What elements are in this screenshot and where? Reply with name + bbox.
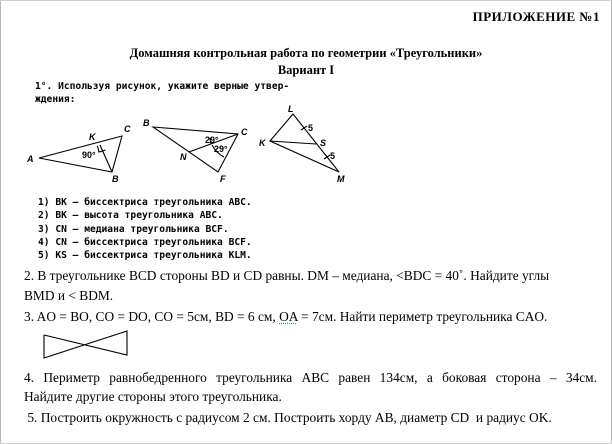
- question-5-text: 5. Построить окружность с радиусом 2 см. Построить хорду AB, диаметр CD и радиус OK.: [24, 410, 552, 425]
- appendix-label: ПРИЛОЖЕНИЕ №1: [472, 9, 600, 24]
- label-b: B: [112, 174, 119, 184]
- label-s: S: [320, 138, 327, 148]
- question-4-line-1: 4. Периметр равнобедренного треугольника ABC равен 134см, а боковая сторона – 34см.: [24, 370, 597, 385]
- question-2-line-2: BMD и < BDM.: [24, 288, 114, 303]
- question-3-text: [24, 309, 547, 325]
- option-2: 2) BK — высота треугольника ABC.: [38, 210, 223, 221]
- bowtie-outline: [44, 331, 127, 358]
- option-5: 5) KS — биссектриса треугольника KLM.: [38, 250, 252, 261]
- question-4-line-2: Найдите другие стороны этого треугольника.: [24, 389, 282, 404]
- label-m: M: [337, 174, 345, 184]
- question-1-line-1: 1°. Используя рисунок, укажите верные утвер-: [35, 81, 290, 92]
- question-2-line-1: 2. В треугольнике BCD стороны BD и CD равны. DM – медиана, <BDC = 40˚. Найдите углы: [24, 268, 550, 283]
- option-1: 1) BK — биссектриса треугольника ABC.: [38, 197, 252, 208]
- figure-3-triangle-klm: [270, 114, 339, 172]
- question-1-line-2: ждения:: [35, 94, 76, 105]
- label-angle-29-a: 29°: [205, 135, 219, 145]
- question-3-figure: [44, 331, 127, 358]
- label-k: K: [89, 132, 96, 142]
- label-n: N: [180, 152, 187, 162]
- label-c2: C: [241, 127, 248, 137]
- question-3-underlined: OA: [279, 309, 298, 324]
- label-b2: B: [143, 118, 150, 128]
- altitude-bk: [100, 145, 112, 172]
- label-angle-29-b: 29°: [214, 144, 228, 154]
- label-a: A: [27, 154, 34, 164]
- option-4: 4) CN — биссектриса треугольника BCF.: [38, 237, 252, 248]
- page-title: Домашняя контрольная работа по геометрии «Треугольники»: [129, 46, 483, 60]
- label-c: C: [124, 124, 131, 134]
- tick-ls: [301, 126, 307, 130]
- question-3-prefix: 3. AO = BO, CO = DO, CO = 5см, BD = 6 см,: [24, 309, 280, 324]
- label-k3: K: [259, 138, 266, 148]
- label-seg-5-bottom: 5: [330, 151, 336, 161]
- variant-label: Вариант I: [277, 63, 335, 77]
- label-l: L: [288, 104, 294, 114]
- label-angle-90: 90°: [82, 150, 96, 160]
- option-3: 3) CN — медиана треугольника BCF.: [38, 224, 229, 235]
- label-f: F: [220, 174, 226, 184]
- label-seg-5-top: 5: [308, 123, 314, 133]
- figure-1-triangle-abc: [39, 136, 122, 172]
- question-3-suffix: = 7см. Найти периметр треугольника CAO.: [297, 309, 548, 324]
